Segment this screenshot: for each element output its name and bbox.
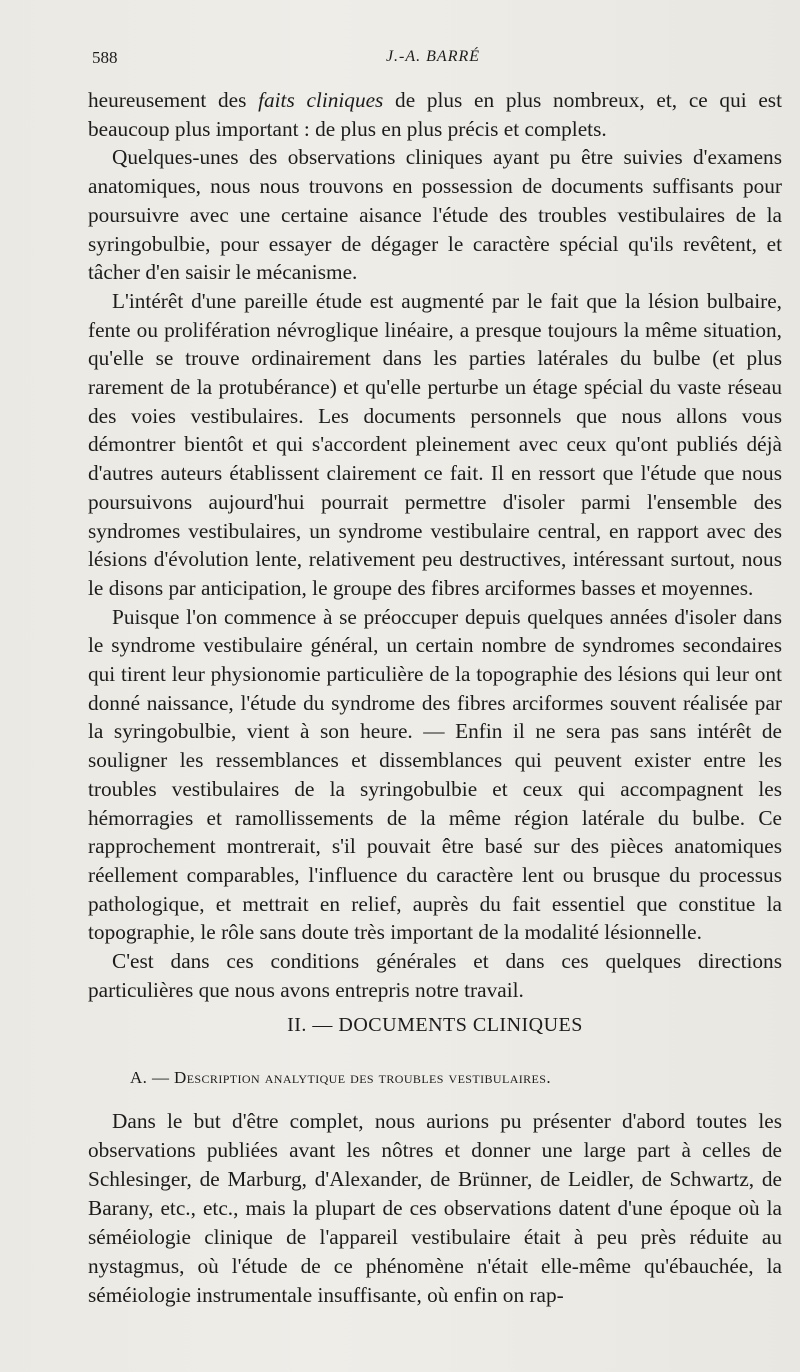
paragraph-text: de plus en plus nombreux, et, ce qui est beaucoup plus important : de plus en plus précis et complets. <box>88 88 782 141</box>
paragraph: Puisque l'on commence à se préoccuper depuis quelques années d'isoler dans le syndrome vestibulaire général, un certain nombre de syndromes secondaires qui tirent leur physionomie particulière de la topographie des lésions qui leur ont donné naissance, l'étude du syndrome des fibres arciformes souvent réalisée par la syringobulbie, vient à son heure. — Enfin il ne sera pas sans intérêt de souligner les ressemblances et dissemblances qui peuvent exister entre les troubles vestibulaires de la syringobulbie et ceux qui accompagnent les hémorragies et ramollissements de la même région latérale du bulbe. Ce rapprochement montrerait, s'il pouvait être basé sur des pièces anatomiques réellement comparables, l'influence du caractère lent ou brusque du processus pathologique, et mettrait en relief, auprès du fait essentiel que constitue la topographie, le rôle sans doute très important de la modalité lésionnelle. <box>88 604 782 945</box>
running-head <box>88 48 778 72</box>
paragraph <box>88 86 782 143</box>
running-head-author: J.-A. BARRÉ <box>385 48 481 65</box>
paragraph-text: heureusement des <box>88 88 259 112</box>
body-text-section <box>88 1107 782 1310</box>
page-number: 588 <box>92 48 118 67</box>
body-text <box>88 86 782 1005</box>
paragraph: L'intérêt d'une pareille étude est augmenté par le fait que la lésion bulbaire, fente ou prolifération névroglique linéaire, a presque toujours la même situation, qu'elle se trouve ordinairement dans les parties latérales du bulbe (et plus rarement de la protubérance) et qu'elle perturbe un étage spécial du vaste réseau des voies vestibulaires. Les documents personnels que nous allons vous démontrer bientôt et qui s'accordent pleinement avec ceux qu'ont publiés déjà d'autres auteurs établissent clairement ce fait. Il en ressort que l'étude que nous poursuivons aujourd'hui pourrait permettre d'isoler parmi l'ensemble des syndromes vestibulaires, un syndrome vestibulaire central, en rapport avec des lésions d'évolution lente, relativement peu destructives, intéressant surtout, nous le disons par anticipation, le groupe des fibres arciformes basses et moyennes. <box>88 288 782 600</box>
paragraph: Dans le but d'être complet, nous aurions pu présenter d'abord toutes les observations publiées avant les nôtres et donner une large part à celles de Schlesinger, de Marburg, d'Alexander, de Brünner, de Leidler, de Schwartz, de Barany, etc., etc., mais la plupart de ces observations datent d'une époque où la séméiologie clinique de l'appareil vestibulaire était à peu près réduite au nystagmus, où l'étude de ce phénomène n'était elle-même qu'ébauchée, la séméiologie instrumentale insuffisante, où enfin on rap- <box>88 1109 782 1307</box>
subsection-heading: A. — Description analytique des troubles vestibulaires. <box>130 1068 552 1087</box>
paragraph: C'est dans ces conditions générales et dans ces quelques directions particulières que nous avons entrepris notre travail. <box>88 949 782 1002</box>
section-heading: II. — DOCUMENTS CLINIQUES <box>287 1014 583 1036</box>
paragraph: Quelques-unes des observations cliniques ayant pu être suivies d'examens anatomiques, nous nous trouvons en possession de documents suffisants pour poursuivre avec une certaine aisance l'étude des troubles vestibulaires de la syringobulbie, pour essayer de dégager le caractère spécial qu'ils revêtent, et tâcher d'en saisir le mécanisme. <box>88 145 782 285</box>
italic-text: faits cliniques <box>258 88 384 112</box>
